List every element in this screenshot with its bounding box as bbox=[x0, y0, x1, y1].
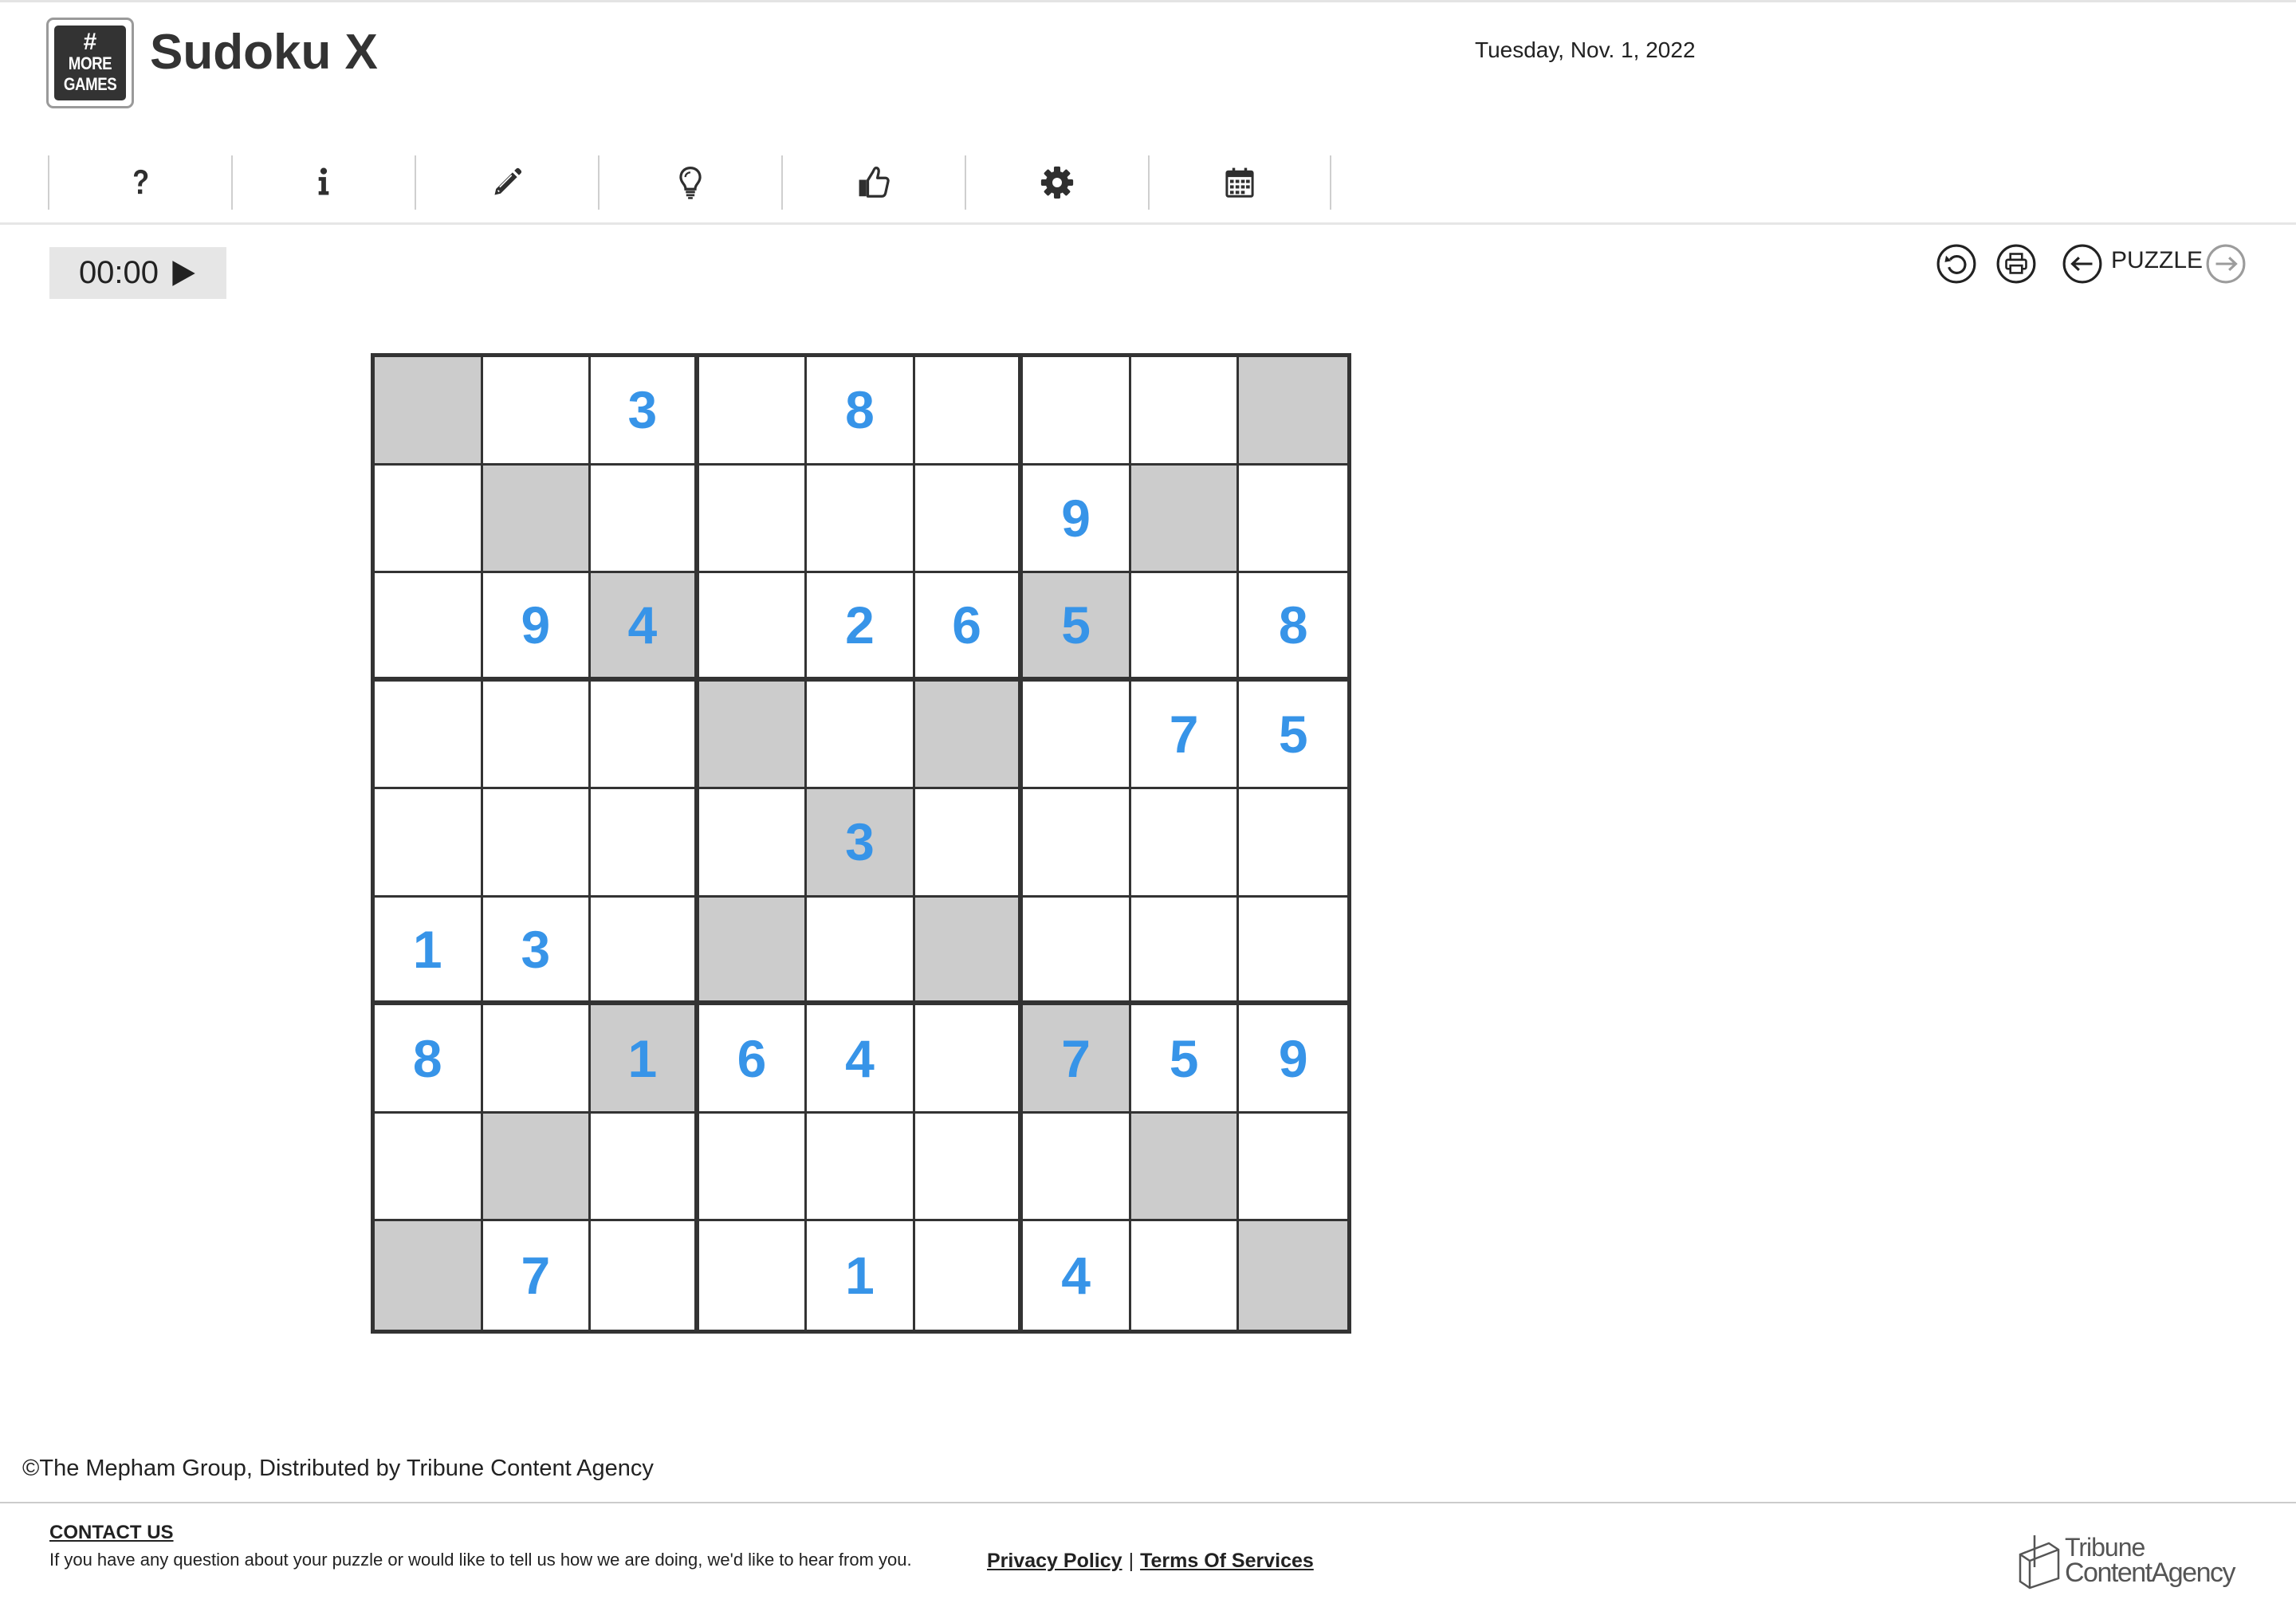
sudoku-cell-r1c6[interactable] bbox=[915, 357, 1024, 466]
hint-button[interactable] bbox=[598, 155, 781, 210]
link-separator: | bbox=[1128, 1550, 1134, 1572]
sudoku-cell-r6c9[interactable] bbox=[1239, 898, 1347, 1006]
sudoku-cell-r2c5[interactable] bbox=[807, 466, 915, 574]
footer-divider bbox=[0, 1502, 2296, 1503]
sudoku-cell-r6c2[interactable]: 3 bbox=[483, 898, 592, 1006]
sudoku-cell-r8c6[interactable] bbox=[915, 1114, 1024, 1222]
sudoku-cell-r5c3[interactable] bbox=[591, 789, 699, 898]
sudoku-cell-r5c4[interactable] bbox=[699, 789, 808, 898]
calendar-button[interactable] bbox=[1148, 155, 1331, 210]
sudoku-cell-r8c1[interactable] bbox=[375, 1114, 483, 1222]
terms-of-services-link[interactable]: Terms Of Services bbox=[1140, 1550, 1314, 1572]
sudoku-cell-r3c1[interactable] bbox=[375, 573, 483, 682]
contact-us-link[interactable]: CONTACT US bbox=[49, 1522, 174, 1543]
top-border bbox=[0, 0, 2296, 2]
sudoku-cell-r1c1[interactable] bbox=[375, 357, 483, 466]
sudoku-cell-r1c4[interactable] bbox=[699, 357, 808, 466]
more-games-logo bbox=[54, 26, 126, 100]
sudoku-cell-r8c8[interactable] bbox=[1131, 1114, 1240, 1222]
sudoku-cell-r3c7[interactable]: 5 bbox=[1023, 573, 1131, 682]
sudoku-cell-r6c7[interactable] bbox=[1023, 898, 1131, 1006]
sudoku-cell-r6c3[interactable] bbox=[591, 898, 699, 1006]
puzzle-date: Tuesday, Nov. 1, 2022 bbox=[1475, 37, 1696, 62]
sudoku-cell-r6c6[interactable] bbox=[915, 898, 1024, 1006]
help-button[interactable] bbox=[48, 155, 231, 210]
logo-line2: GAMES bbox=[63, 74, 117, 94]
tribune-cube-icon bbox=[2017, 1531, 2062, 1589]
sudoku-cell-r8c7[interactable] bbox=[1023, 1114, 1131, 1222]
sudoku-cell-r6c1[interactable]: 1 bbox=[375, 898, 483, 1006]
sudoku-cell-r7c4[interactable]: 6 bbox=[699, 1005, 808, 1114]
sudoku-cell-r4c9[interactable]: 5 bbox=[1239, 682, 1347, 790]
sudoku-cell-r9c1[interactable] bbox=[375, 1221, 483, 1330]
sudoku-cell-r3c3[interactable]: 4 bbox=[591, 573, 699, 682]
more-games-button[interactable] bbox=[46, 18, 134, 108]
sudoku-cell-r3c8[interactable] bbox=[1131, 573, 1240, 682]
sudoku-cell-r8c4[interactable] bbox=[699, 1114, 808, 1222]
sudoku-cell-r4c1[interactable] bbox=[375, 682, 483, 790]
sudoku-cell-r4c2[interactable] bbox=[483, 682, 592, 790]
sudoku-cell-r5c9[interactable] bbox=[1239, 789, 1347, 898]
sudoku-cell-r1c3[interactable]: 3 bbox=[591, 357, 699, 466]
sudoku-cell-r1c7[interactable] bbox=[1023, 357, 1131, 466]
sudoku-cell-r9c6[interactable] bbox=[915, 1221, 1024, 1330]
pencil-button[interactable] bbox=[415, 155, 598, 210]
restart-button[interactable] bbox=[1936, 243, 1977, 289]
sudoku-cell-r4c5[interactable] bbox=[807, 682, 915, 790]
sudoku-cell-r6c8[interactable] bbox=[1131, 898, 1240, 1006]
sudoku-cell-r2c9[interactable] bbox=[1239, 466, 1347, 574]
question-icon bbox=[122, 164, 159, 201]
toolbar-divider bbox=[0, 222, 2296, 225]
sudoku-cell-r6c4[interactable] bbox=[699, 898, 808, 1006]
rate-button[interactable] bbox=[781, 155, 965, 210]
sudoku-cell-r7c8[interactable]: 5 bbox=[1131, 1005, 1240, 1114]
sudoku-cell-r4c4[interactable] bbox=[699, 682, 808, 790]
sudoku-grid bbox=[371, 353, 1351, 1334]
brand-line1: Tribune bbox=[2065, 1533, 2145, 1562]
sudoku-cell-r9c4[interactable] bbox=[699, 1221, 808, 1330]
sudoku-cell-r5c2[interactable] bbox=[483, 789, 592, 898]
gear-icon bbox=[1039, 164, 1075, 201]
sudoku-cell-r2c7[interactable]: 9 bbox=[1023, 466, 1131, 574]
sudoku-cell-r5c7[interactable] bbox=[1023, 789, 1131, 898]
sudoku-cell-r2c4[interactable] bbox=[699, 466, 808, 574]
sudoku-cell-r1c5[interactable]: 8 bbox=[807, 357, 915, 466]
brand-line2: ContentAgency bbox=[2065, 1558, 2235, 1588]
sudoku-cell-r7c9[interactable]: 9 bbox=[1239, 1005, 1347, 1114]
settings-button[interactable] bbox=[965, 155, 1148, 210]
thumbs-up-icon bbox=[855, 164, 892, 201]
sudoku-cell-r7c7[interactable]: 7 bbox=[1023, 1005, 1131, 1114]
page-title: Sudoku X bbox=[150, 25, 378, 80]
info-button[interactable] bbox=[231, 155, 415, 210]
pencil-icon bbox=[489, 164, 525, 201]
sudoku-cell-r3c6[interactable]: 6 bbox=[915, 573, 1024, 682]
restart-icon bbox=[1936, 243, 1977, 285]
sudoku-cell-r8c2[interactable] bbox=[483, 1114, 592, 1222]
sudoku-cell-r9c8[interactable] bbox=[1131, 1221, 1240, 1330]
sudoku-cell-r9c3[interactable] bbox=[591, 1221, 699, 1330]
timer-display: 00:00 bbox=[78, 255, 159, 290]
sudoku-cell-r7c1[interactable]: 8 bbox=[375, 1005, 483, 1114]
print-icon bbox=[1995, 243, 2037, 285]
calendar-icon bbox=[1221, 164, 1258, 201]
sudoku-cell-r9c2[interactable]: 7 bbox=[483, 1221, 592, 1330]
print-button[interactable] bbox=[1995, 243, 2037, 289]
sudoku-cell-r5c1[interactable] bbox=[375, 789, 483, 898]
arrow-left-icon bbox=[2062, 243, 2103, 285]
toolbar bbox=[48, 155, 1331, 210]
sudoku-cell-r7c2[interactable] bbox=[483, 1005, 592, 1114]
logo-line1: MORE bbox=[68, 53, 112, 73]
copyright-text: ©The Mepham Group, Distributed by Tribune Content Agency bbox=[22, 1456, 654, 1481]
timer-button[interactable] bbox=[49, 247, 226, 299]
sudoku-cell-r2c1[interactable] bbox=[375, 466, 483, 574]
sudoku-cell-r2c8[interactable] bbox=[1131, 466, 1240, 574]
sudoku-cell-r2c2[interactable] bbox=[483, 466, 592, 574]
sudoku-cell-r8c9[interactable] bbox=[1239, 1114, 1347, 1222]
sudoku-cell-r5c6[interactable] bbox=[915, 789, 1024, 898]
footer-links bbox=[987, 1550, 1314, 1573]
sudoku-cell-r9c7[interactable]: 4 bbox=[1023, 1221, 1131, 1330]
sudoku-cell-r1c8[interactable] bbox=[1131, 357, 1240, 466]
sudoku-cell-r6c5[interactable] bbox=[807, 898, 915, 1006]
sudoku-cell-r3c4[interactable] bbox=[699, 573, 808, 682]
sudoku-cell-r4c3[interactable] bbox=[591, 682, 699, 790]
logo-hash-icon: # bbox=[83, 29, 97, 55]
sudoku-cell-r1c2[interactable] bbox=[483, 357, 592, 466]
privacy-policy-link[interactable]: Privacy Policy bbox=[987, 1550, 1122, 1572]
sudoku-cell-r9c9[interactable] bbox=[1239, 1221, 1347, 1330]
sudoku-cell-r1c9[interactable] bbox=[1239, 357, 1347, 466]
sudoku-cell-r7c6[interactable] bbox=[915, 1005, 1024, 1114]
info-icon bbox=[305, 164, 342, 201]
sudoku-cell-r8c3[interactable] bbox=[591, 1114, 699, 1222]
play-icon bbox=[170, 260, 197, 287]
previous-puzzle-button[interactable] bbox=[2062, 243, 2103, 289]
tribune-logo[interactable] bbox=[2017, 1531, 2235, 1589]
sudoku-cell-r4c6[interactable] bbox=[915, 682, 1024, 790]
sudoku-cell-r3c9[interactable]: 8 bbox=[1239, 573, 1347, 682]
contact-description: If you have any question about your puzzle or would like to tell us how we are doing, we'd like to hear from you. bbox=[49, 1550, 912, 1570]
lightbulb-icon bbox=[672, 164, 709, 201]
sudoku-cell-r8c5[interactable] bbox=[807, 1114, 915, 1222]
next-puzzle-button[interactable] bbox=[2205, 243, 2247, 289]
sudoku-cell-r2c3[interactable] bbox=[591, 466, 699, 574]
sudoku-cell-r4c8[interactable]: 7 bbox=[1131, 682, 1240, 790]
sudoku-cell-r7c3[interactable]: 1 bbox=[591, 1005, 699, 1114]
sudoku-cell-r3c5[interactable]: 2 bbox=[807, 573, 915, 682]
sudoku-cell-r5c5[interactable]: 3 bbox=[807, 789, 915, 898]
sudoku-cell-r4c7[interactable] bbox=[1023, 682, 1131, 790]
sudoku-cell-r5c8[interactable] bbox=[1131, 789, 1240, 898]
arrow-right-icon bbox=[2205, 243, 2247, 285]
sudoku-cell-r7c5[interactable]: 4 bbox=[807, 1005, 915, 1114]
sudoku-cell-r9c5[interactable]: 1 bbox=[807, 1221, 915, 1330]
sudoku-cell-r3c2[interactable]: 9 bbox=[483, 573, 592, 682]
sudoku-cell-r2c6[interactable] bbox=[915, 466, 1024, 574]
puzzle-label: PUZZLE bbox=[2111, 247, 2204, 273]
tribune-wordmark bbox=[2065, 1534, 2235, 1586]
